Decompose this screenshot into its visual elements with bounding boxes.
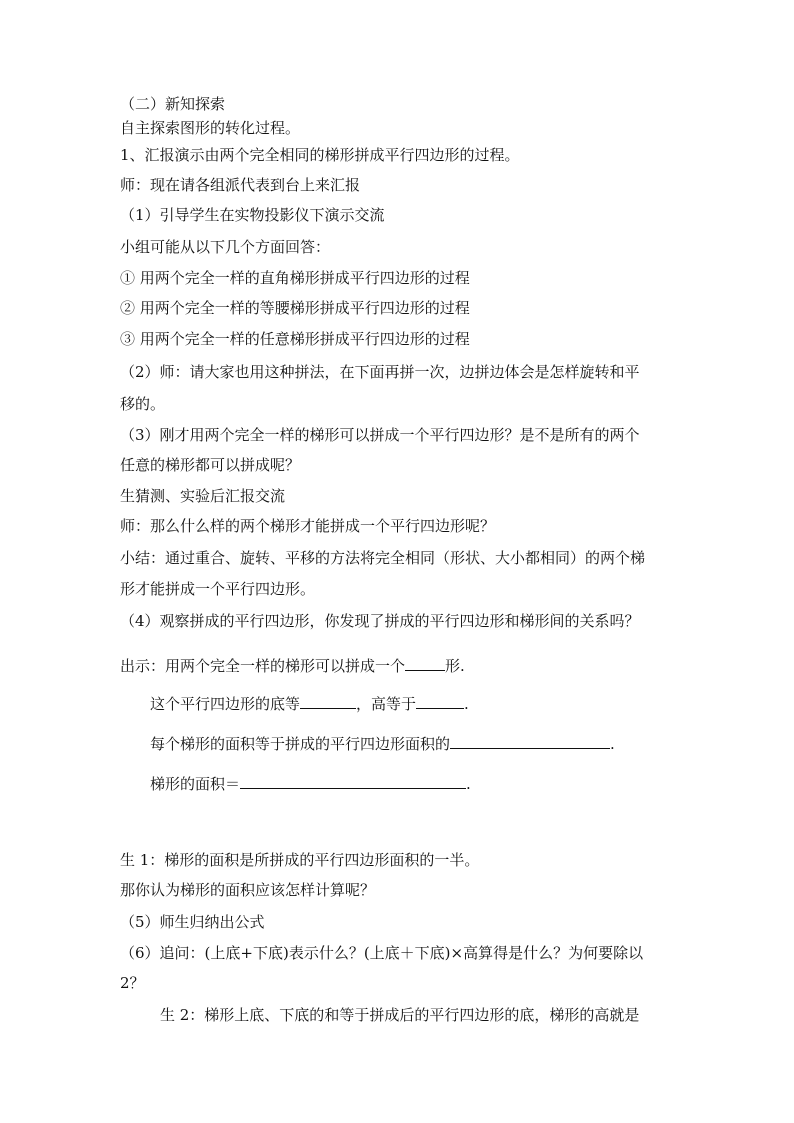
text-line: 移的。 <box>120 395 166 413</box>
answer-blank <box>240 774 466 789</box>
fill-text: ，高等于 <box>356 695 417 713</box>
list-item: ① 用两个完全一样的直角梯形拼成平行四边形的过程 <box>120 269 470 287</box>
fill-text: 形. <box>445 657 465 675</box>
answer-blank <box>300 694 356 709</box>
text-line: 生 2：梯形上底、下底的和等于拼成后的平行四边形的底，梯形的高就是 <box>160 1006 640 1024</box>
list-item: ② 用两个完全一样的等腰梯形拼成平行四边形的过程 <box>120 299 470 317</box>
answer-blank <box>405 656 445 671</box>
text-line: （2）师：请大家也用这种拼法，在下面再拼一次，边拼边体会是怎样旋转和平 <box>120 363 640 381</box>
fill-text: 梯形的面积＝ <box>150 775 241 793</box>
fill-in-line-2 <box>150 694 469 714</box>
text-line: （1）引导学生在实物投影仪下演示交流 <box>120 206 385 224</box>
summary-line: 形才能拼成一个平行四边形。 <box>120 580 316 598</box>
answer-blank <box>416 694 464 709</box>
fill-text: 出示：用两个完全一样的梯形可以拼成一个 <box>120 657 406 675</box>
text-line: （3）刚才用两个完全一样的梯形可以拼成一个平行四边形？是不是所有的两个 <box>120 426 640 444</box>
text-line: 那你认为梯形的面积应该怎样计算呢？ <box>120 881 376 899</box>
text-line: 师：现在请各组派代表到台上来汇报 <box>120 176 361 194</box>
fill-text: 这个平行四边形的底等 <box>150 695 301 713</box>
fill-text: . <box>466 775 471 793</box>
fill-in-line-4 <box>150 774 471 794</box>
text-line: （6）追问：(上底+下底)表示什么？(上底＋下底)×高算得是什么？为何要除以 <box>120 944 644 962</box>
section-heading: （二）新知探索 <box>120 95 226 113</box>
text-line: （5）师生归纳出公式 <box>120 913 265 931</box>
text-line: 师：那么什么样的两个梯形才能拼成一个平行四边形呢？ <box>120 517 496 535</box>
text-line: 生 1：梯形的面积是所拼成的平行四边形面积的一半。 <box>120 851 480 869</box>
answer-blank <box>450 734 610 749</box>
fill-text: 每个梯形的面积等于拼成的平行四边形面积的 <box>150 735 451 753</box>
fill-text: . <box>610 735 615 753</box>
text-line: 任意的梯形都可以拼成呢？ <box>120 456 301 474</box>
text-line: 2？ <box>120 974 145 992</box>
text-line: 1、汇报演示由两个完全相同的梯形拼成平行四边形的过程。 <box>120 146 520 164</box>
fill-in-line-1 <box>120 656 465 676</box>
text-line: 小组可能从以下几个方面回答： <box>120 238 331 256</box>
summary-line: 小结：通过重合、旋转、平移的方法将完全相同（形状、大小都相同）的两个梯 <box>120 549 646 567</box>
text-line: 生猜测、实验后汇报交流 <box>120 487 286 505</box>
text-line: 自主探索图形的转化过程。 <box>120 119 301 137</box>
fill-in-line-3 <box>150 734 615 754</box>
text-line: （4）观察拼成的平行四边形，你发现了拼成的平行四边形和梯形间的关系吗？ <box>120 612 640 630</box>
fill-text: . <box>464 695 469 713</box>
list-item: ③ 用两个完全一样的任意梯形拼成平行四边形的过程 <box>120 330 470 348</box>
